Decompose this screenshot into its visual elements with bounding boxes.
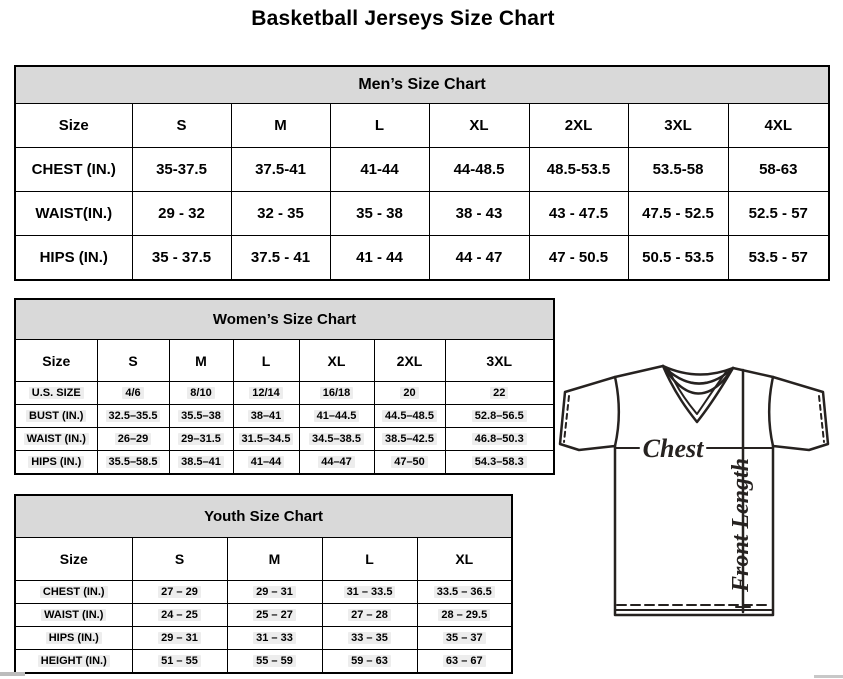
youth-table-title: Youth Size Chart	[15, 495, 512, 538]
cell-text: 31 – 33	[253, 632, 296, 644]
cell-text: BUST (IN.)	[26, 410, 86, 422]
mens-value-cell: 52.5 - 57	[728, 192, 829, 236]
mens-row-label-cell: HIPS (IN.)	[15, 236, 132, 281]
womens-value-cell	[97, 451, 169, 475]
mens-column-header-cell: 4XL	[728, 104, 829, 148]
womens-value-cell	[445, 405, 554, 428]
cell-text: 29–31.5	[178, 433, 224, 445]
womens-column-header-cell: 2XL	[374, 340, 445, 382]
womens-value-cell	[169, 428, 233, 451]
mens-value-cell: 35 - 38	[330, 192, 429, 236]
mens-column-header-cell: XL	[429, 104, 529, 148]
mens-value-cell: 35 - 37.5	[132, 236, 231, 281]
youth-row-label-cell	[15, 604, 132, 627]
womens-value-cell	[299, 428, 374, 451]
womens-value-cell	[374, 428, 445, 451]
womens-value-cell	[374, 451, 445, 475]
womens-value-cell	[299, 451, 374, 475]
womens-value-cell	[233, 405, 299, 428]
womens-column-header-cell: M	[169, 340, 233, 382]
womens-value-cell	[233, 428, 299, 451]
cell-text: 22	[490, 387, 508, 399]
youth-value-cell	[132, 627, 227, 650]
mens-value-cell: 53.5-58	[628, 148, 728, 192]
womens-value-cell	[97, 405, 169, 428]
mens-value-cell: 32 - 35	[231, 192, 330, 236]
youth-value-cell	[227, 627, 322, 650]
womens-value-cell	[169, 451, 233, 475]
cell-text: 38.5–42.5	[382, 433, 437, 445]
womens-table-title: Women’s Size Chart	[15, 299, 554, 340]
womens-size-table	[14, 298, 555, 475]
womens-row-label-cell	[15, 405, 97, 428]
cell-text: 4/6	[122, 387, 143, 399]
cell-text: 29 – 31	[253, 586, 296, 598]
youth-row-label-cell	[15, 650, 132, 674]
youth-value-cell	[227, 604, 322, 627]
cell-text: 54.3–58.3	[472, 456, 527, 468]
mens-value-cell: 44-48.5	[429, 148, 529, 192]
youth-value-cell	[322, 627, 417, 650]
cell-text: 33.5 – 36.5	[434, 586, 495, 598]
youth-row-label-cell	[15, 581, 132, 604]
youth-value-cell	[227, 581, 322, 604]
mens-table-title: Men’s Size Chart	[15, 66, 829, 104]
mens-column-header-cell: 2XL	[529, 104, 628, 148]
cell-text: 41–44.5	[314, 410, 360, 422]
youth-row-label-cell	[15, 627, 132, 650]
mens-value-cell: 43 - 47.5	[529, 192, 628, 236]
cell-text: 34.5–38.5	[309, 433, 364, 445]
womens-value-cell	[299, 405, 374, 428]
cell-text: 25 – 27	[253, 609, 296, 621]
mens-value-cell: 38 - 43	[429, 192, 529, 236]
womens-column-header-cell: L	[233, 340, 299, 382]
chest-label: Chest	[642, 434, 704, 463]
youth-column-header-cell: S	[132, 538, 227, 581]
cell-text: 44.5–48.5	[382, 410, 437, 422]
mens-column-header-cell: S	[132, 104, 231, 148]
cell-text: 51 – 55	[158, 655, 201, 667]
cell-text: 38–41	[248, 410, 285, 422]
jersey-measurement-diagram	[553, 360, 843, 630]
womens-row-label-cell	[15, 382, 97, 405]
page-title: Basketball Jerseys Size Chart	[251, 7, 555, 30]
youth-size-table	[14, 494, 513, 674]
cell-text: 35 – 37	[443, 632, 486, 644]
cell-text: 12/14	[249, 387, 283, 399]
womens-column-header-cell: S	[97, 340, 169, 382]
youth-value-cell	[132, 581, 227, 604]
womens-value-cell	[445, 428, 554, 451]
mens-column-header-cell: L	[330, 104, 429, 148]
womens-size-header-cell: Size	[15, 340, 97, 382]
mens-value-cell: 47 - 50.5	[529, 236, 628, 281]
youth-value-cell	[417, 627, 512, 650]
mens-value-cell: 47.5 - 52.5	[628, 192, 728, 236]
cell-text: 63 – 67	[443, 655, 486, 667]
mens-row-label-cell: CHEST (IN.)	[15, 148, 132, 192]
cell-text: 59 – 63	[348, 655, 391, 667]
youth-value-cell	[132, 650, 227, 674]
womens-value-cell	[374, 405, 445, 428]
front-length-label: Front Length	[728, 457, 754, 593]
mens-value-cell: 41-44	[330, 148, 429, 192]
cell-text: 32.5–35.5	[106, 410, 161, 422]
cell-text: 31 – 33.5	[344, 586, 396, 598]
womens-column-header-cell: 3XL	[445, 340, 554, 382]
cell-text: 31.5–34.5	[239, 433, 294, 445]
mens-value-cell: 35-37.5	[132, 148, 231, 192]
horizontal-scrollbar-fragment-left[interactable]	[0, 672, 25, 676]
mens-value-cell: 37.5 - 41	[231, 236, 330, 281]
youth-value-cell	[322, 581, 417, 604]
womens-value-cell	[233, 451, 299, 475]
cell-text: 35.5–38	[178, 410, 224, 422]
youth-column-header-cell: M	[227, 538, 322, 581]
womens-value-cell	[374, 382, 445, 405]
cell-text: U.S. SIZE	[29, 387, 84, 399]
mens-size-table	[14, 65, 830, 281]
mens-value-cell: 58-63	[728, 148, 829, 192]
horizontal-scrollbar-fragment-right[interactable]	[814, 675, 843, 678]
cell-text: 35.5–58.5	[106, 456, 161, 468]
cell-text: 27 – 29	[158, 586, 201, 598]
cell-text: 8/10	[187, 387, 214, 399]
cell-text: HIPS (IN.)	[28, 456, 84, 468]
cell-text: HEIGHT (IN.)	[38, 655, 110, 667]
cell-text: 44–47	[318, 456, 355, 468]
mens-column-header-cell: M	[231, 104, 330, 148]
mens-size-header-cell: Size	[15, 104, 132, 148]
mens-value-cell: 41 - 44	[330, 236, 429, 281]
youth-column-header-cell: L	[322, 538, 417, 581]
womens-value-cell	[445, 451, 554, 475]
youth-value-cell	[417, 604, 512, 627]
womens-column-header-cell: XL	[299, 340, 374, 382]
youth-value-cell	[417, 650, 512, 674]
womens-value-cell	[169, 382, 233, 405]
cell-text: 46.8–50.3	[472, 433, 527, 445]
mens-value-cell: 44 - 47	[429, 236, 529, 281]
mens-value-cell: 48.5-53.5	[529, 148, 628, 192]
cell-text: 27 – 28	[348, 609, 391, 621]
youth-value-cell	[322, 650, 417, 674]
womens-value-cell	[299, 382, 374, 405]
cell-text: WAIST (IN.)	[24, 433, 89, 445]
youth-column-header-cell: XL	[417, 538, 512, 581]
womens-value-cell	[445, 382, 554, 405]
jersey-outline-icon	[560, 366, 828, 615]
womens-value-cell	[97, 428, 169, 451]
cell-text: 24 – 25	[158, 609, 201, 621]
cell-text: 28 – 29.5	[438, 609, 490, 621]
cell-text: 20	[400, 387, 418, 399]
cell-text: 38.5–41	[178, 456, 224, 468]
womens-row-label-cell	[15, 428, 97, 451]
cell-text: 52.8–56.5	[472, 410, 527, 422]
cell-text: WAIST (IN.)	[41, 609, 106, 621]
cell-text: 55 – 59	[253, 655, 296, 667]
youth-value-cell	[227, 650, 322, 674]
womens-value-cell	[169, 405, 233, 428]
cell-text: 47–50	[391, 456, 428, 468]
cell-text: 41–44	[248, 456, 285, 468]
cell-text: 29 – 31	[158, 632, 201, 644]
womens-row-label-cell	[15, 451, 97, 475]
mens-value-cell: 37.5-41	[231, 148, 330, 192]
mens-value-cell: 53.5 - 57	[728, 236, 829, 281]
youth-value-cell	[417, 581, 512, 604]
youth-value-cell	[322, 604, 417, 627]
cell-text: 33 – 35	[348, 632, 391, 644]
cell-text: 26–29	[115, 433, 152, 445]
mens-value-cell: 29 - 32	[132, 192, 231, 236]
cell-text: 16/18	[320, 387, 354, 399]
womens-value-cell	[233, 382, 299, 405]
mens-row-label-cell: WAIST(IN.)	[15, 192, 132, 236]
mens-column-header-cell: 3XL	[628, 104, 728, 148]
mens-value-cell: 50.5 - 53.5	[628, 236, 728, 281]
cell-text: CHEST (IN.)	[40, 586, 108, 598]
youth-value-cell	[132, 604, 227, 627]
cell-text: HIPS (IN.)	[46, 632, 102, 644]
womens-value-cell	[97, 382, 169, 405]
youth-size-header-cell: Size	[15, 538, 132, 581]
